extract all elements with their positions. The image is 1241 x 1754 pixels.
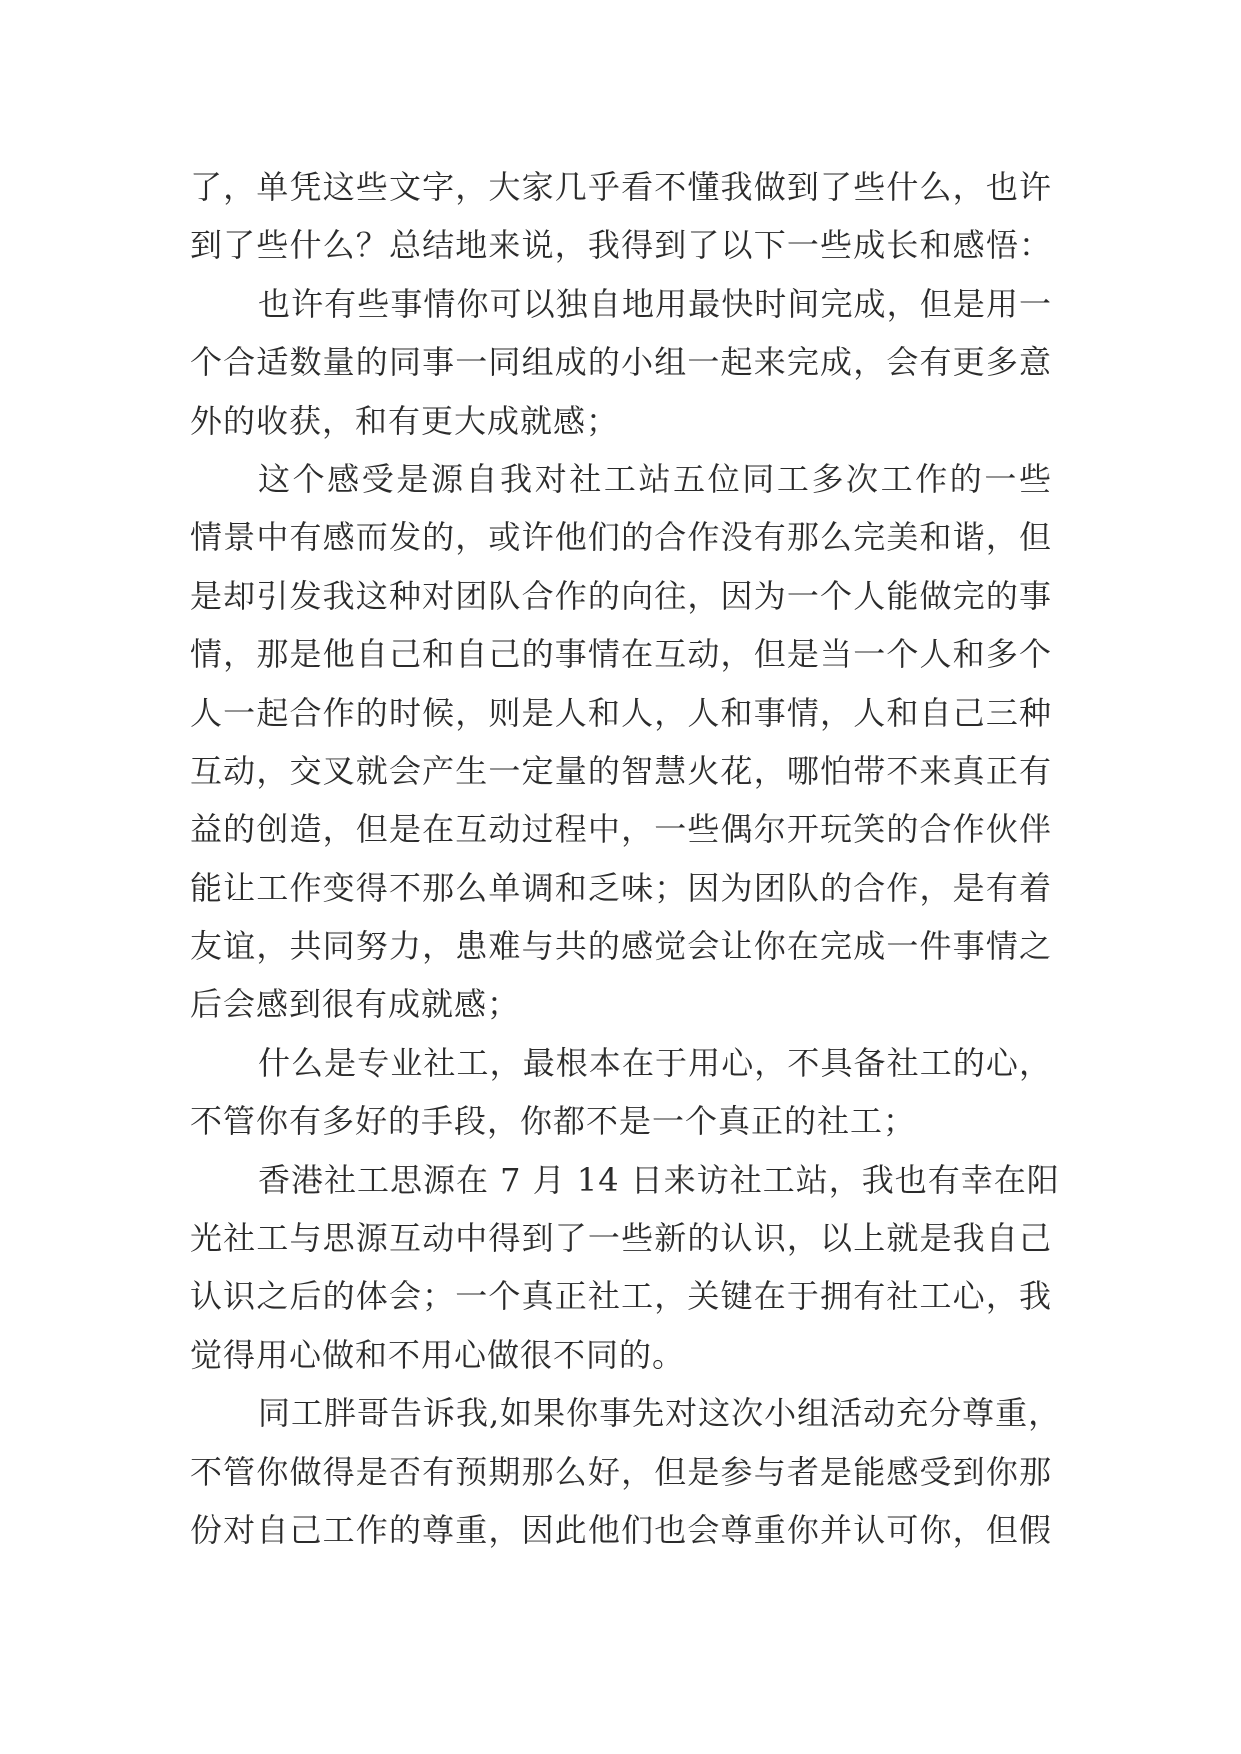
text-line: 能让工作变得不那么单调和乏味；因为团队的合作，是有着: [190, 868, 1052, 907]
text-line: 同工胖哥告诉我,如果你事先对这次小组活动充分尊重，: [258, 1394, 1062, 1433]
text-line: 了，单凭这些文字，大家几乎看不懂我做到了些什么，也许: [190, 168, 1052, 206]
text-line: 到了些什么？总结地来说，我得到了以下一些成长和感悟：: [190, 226, 1052, 265]
text-line: 认识之后的体会；一个真正社工，关键在于拥有社工心，我: [190, 1277, 1052, 1316]
text-line: 个合适数量的同事一同组成的小组一起来完成，会有更多意: [190, 343, 1052, 382]
text-line: 也许有些事情你可以独自地用最快时间完成，但是用一: [258, 284, 1052, 323]
text-line: 不管你有多好的手段，你都不是一个真正的社工；: [190, 1102, 917, 1141]
text-line: 什么是专业社工，最根本在于用心，不具备社工的心，: [258, 1043, 1052, 1082]
text-line: 人一起合作的时候，则是人和人，人和事情，人和自己三种: [190, 693, 1052, 732]
text-line: 情景中有感而发的，或许他们的合作没有那么完美和谐，但: [190, 518, 1052, 557]
text-line: 不管你做得是否有预期那么好，但是参与者是能感受到你那: [190, 1452, 1052, 1491]
text-line: 互动，交叉就会产生一定量的智慧火花，哪怕带不来真正有: [190, 751, 1052, 790]
text-line: 外的收获，和有更大成就感；: [190, 401, 620, 440]
text-line: 光社工与思源互动中得到了一些新的认识，以上就是我自己: [190, 1219, 1052, 1258]
text-line: 觉得用心做和不用心做很不同的。: [190, 1335, 686, 1374]
document-body: [190, 158, 1062, 1559]
text-line: 后会感到很有成就感；: [190, 985, 521, 1024]
text-line: 份对自己工作的尊重，因此他们也会尊重你并认可你，但假: [190, 1510, 1052, 1549]
text-line: 这个感受是源自我对社工站五位同工多次工作的一些: [258, 459, 1052, 498]
text-line: 情，那是他自己和自己的事情在互动，但是当一个人和多个: [190, 635, 1052, 674]
text-line: 是却引发我这种对团队合作的向往，因为一个人能做完的事: [190, 576, 1052, 615]
text-line: 香港社工思源在 7 月 14 日来访社工站，我也有幸在阳: [258, 1160, 1060, 1199]
text-line: 友谊，共同努力，患难与共的感觉会让你在完成一件事情之: [190, 927, 1052, 966]
text-line: 益的创造，但是在互动过程中，一些偶尔开玩笑的合作伙伴: [190, 810, 1052, 849]
